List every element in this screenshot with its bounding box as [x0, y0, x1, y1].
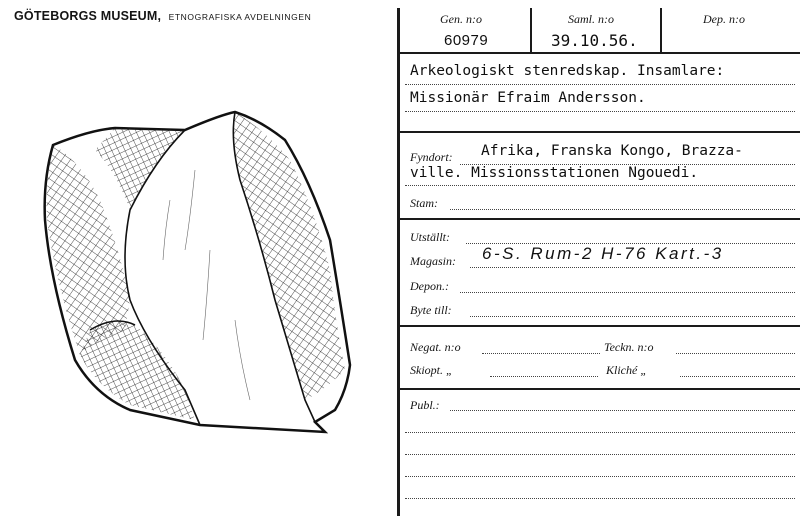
description-rule	[405, 111, 795, 112]
teckn-label: Teckn. n:o	[604, 340, 654, 354]
department-name: ETNOGRAFISKA AVDELNINGEN	[168, 12, 312, 22]
publ-rule	[405, 432, 795, 433]
rule-photo	[400, 388, 800, 390]
byte-label: Byte till:	[410, 303, 452, 317]
museum-header	[14, 7, 311, 25]
description-line-2: Missionär Efraim Andersson.	[410, 90, 646, 106]
fyndort-line-2: ville. Missionsstationen Ngouedi.	[410, 165, 699, 181]
dep-number-label: Dep. n:o	[703, 12, 745, 26]
kliche-label: Kliché „	[606, 363, 647, 377]
publ-label: Publ.:	[410, 398, 440, 412]
museum-name: GÖTEBORGS MUSEUM,	[14, 9, 162, 23]
publ-rule	[405, 498, 795, 499]
magasin-label: Magasin:	[410, 254, 456, 268]
saml-number-value: 39.10.56.	[551, 31, 638, 50]
depon-rule	[460, 292, 795, 293]
skiopt-rule	[490, 376, 598, 377]
negat-label: Negat. n:o	[410, 340, 461, 354]
gen-number-value: 60979	[444, 32, 489, 49]
stam-rule	[450, 209, 795, 210]
kliche-rule	[680, 376, 795, 377]
fyndort-rule	[405, 185, 795, 186]
byte-rule	[470, 316, 795, 317]
publ-rule	[405, 454, 795, 455]
saml-number-label: Saml. n:o	[568, 12, 614, 26]
negat-rule	[482, 353, 600, 354]
rule-storage	[400, 325, 800, 327]
column-divider	[530, 8, 532, 52]
card-margin-line	[397, 8, 400, 516]
publ-rule	[450, 410, 795, 411]
depon-label: Depon.:	[410, 279, 449, 293]
gen-number-label: Gen. n:o	[440, 12, 482, 26]
skiopt-label: Skiopt. „	[410, 363, 453, 377]
rule-fyndort	[400, 218, 800, 220]
rule-description	[400, 131, 800, 133]
teckn-rule	[676, 353, 795, 354]
stone-tool-sketch	[35, 100, 365, 445]
magasin-value: 6-S. Rum-2 H-76 Kart.-3	[482, 244, 724, 263]
fyndort-label: Fyndort:	[410, 150, 453, 164]
fyndort-line-1: Afrika, Franska Kongo, Brazza-	[481, 143, 743, 159]
rule-top	[400, 52, 800, 54]
description-line-1: Arkeologiskt stenredskap. Insamlare:	[410, 63, 725, 79]
magasin-rule	[470, 267, 795, 268]
utstallt-label: Utställt:	[410, 230, 451, 244]
description-rule	[405, 84, 795, 85]
column-divider	[660, 8, 662, 52]
publ-rule	[405, 476, 795, 477]
stam-label: Stam:	[410, 196, 438, 210]
